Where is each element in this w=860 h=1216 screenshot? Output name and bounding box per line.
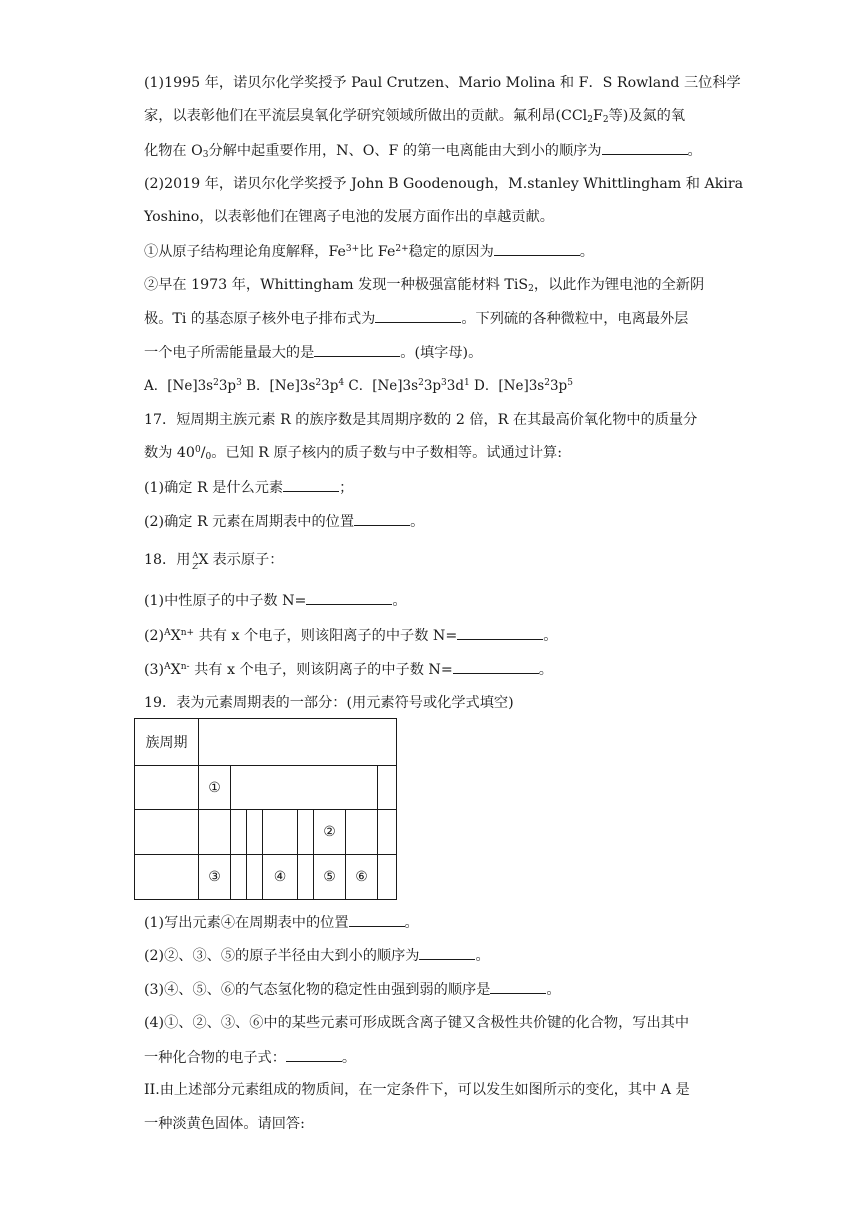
text-line: 化物在 $O_3$分解中起重要作用，N、O、F 的第一电离能由大到小的顺序为 。 [144, 140, 719, 161]
answer-blank[interactable] [283, 477, 339, 492]
text-line: 一种化合物的电子式： 。 [144, 1047, 719, 1068]
table-cell: ② [314, 810, 346, 855]
answer-blank[interactable] [453, 659, 539, 674]
table-cell: ① [199, 766, 231, 810]
text-line: (2)确定 R 元素在周期表中的位置 。 [144, 511, 719, 532]
table-cell [263, 810, 298, 855]
periodic-table-fragment [134, 718, 397, 900]
table-cell [346, 810, 378, 855]
table-cell [199, 719, 397, 766]
table-cell [231, 810, 247, 855]
table-cell [135, 855, 199, 900]
table-cell [378, 855, 397, 900]
table-cell [247, 810, 263, 855]
nuclide-symbol: A Z X [192, 551, 209, 571]
answer-blank[interactable] [490, 979, 546, 994]
answer-blank[interactable] [419, 945, 475, 960]
text-line: (1)1995 年，诺贝尔化学奖授予 Paul Crutzen、Mario Molina 和 F．S Rowland 三位科学 [144, 75, 741, 91]
text-line: 家，以表彰他们在平流层臭氧化学研究领域所做出的贡献。氟利昂($CCl_2F_2$等)及氮的氧 [144, 108, 686, 125]
table-cell: ⑥ [346, 855, 378, 900]
table-cell [298, 810, 314, 855]
table-cell [199, 810, 231, 855]
text-line: ①从原子结构理论角度解释，$Fe^{3+}$比 $Fe^{2+}$稳定的原因为 。 [144, 241, 719, 262]
option-b[interactable]: B．$[Ne]3s^23p^4$ [246, 378, 345, 394]
text-line: 数为 $40^0/_0$。已知 R 原子核内的质子数与中子数相等。试通过计算: [144, 445, 562, 462]
options-line [144, 376, 719, 396]
table-cell [298, 855, 314, 900]
text-line: (1)确定 R 是什么元素 ； [144, 477, 719, 498]
answer-blank[interactable] [314, 342, 400, 357]
table-cell: ③ [199, 855, 231, 900]
table-cell [378, 810, 397, 855]
answer-blank[interactable] [494, 241, 580, 256]
text-line: Yoshino，以表彰他们在锂离子电池的发展方面作出的卓越贡献。 [144, 209, 554, 225]
text-line: (2)2019 年，诺贝尔化学奖授予 John B Goodenough，M.stanley Whittlingham 和 Akira [144, 176, 744, 192]
answer-blank[interactable] [457, 625, 543, 640]
text-line: $(3)^AX^{n-}$ 共有 x 个电子，则该阴离子的中子数 N= 。 [144, 659, 719, 680]
table-header-cell: 族周期 [135, 719, 199, 766]
answer-blank[interactable] [375, 308, 461, 323]
text-line: 一个电子所需能量最大的是 。(填字母)。 [144, 342, 719, 363]
table-cell [231, 855, 247, 900]
answer-blank[interactable] [349, 912, 405, 927]
answer-blank[interactable] [602, 140, 688, 155]
text-line: $(2)^AX^{n+}$ 共有 x 个电子，则该阳离子的中子数 N= 。 [144, 625, 719, 646]
text-line: ②早在 1973 年，Whittingham 发现一种极强富能材料 TiS$_2$，以此作为锂电池的全新阴 [144, 277, 705, 294]
table-cell [135, 810, 199, 855]
option-c[interactable]: C．$[Ne]3s^23p^33d^1$ [348, 378, 470, 394]
text-line: (3)④、⑤、⑥的气态氢化物的稳定性由强到弱的顺序是 。 [144, 979, 719, 1000]
text-line: (4)①、②、③、⑥中的某些元素可形成既含离子键又含极性共价键的化合物，写出其中 [144, 1015, 690, 1031]
answer-blank[interactable] [286, 1047, 342, 1062]
table-cell [135, 766, 199, 810]
table-cell: ⑤ [314, 855, 346, 900]
text-line: (2)②、③、⑤的原子半径由大到小的顺序为 。 [144, 945, 719, 966]
answer-blank[interactable] [354, 511, 410, 526]
text-line: II.由上述部分元素组成的物质间，在一定条件下，可以发生如图所示的变化，其中 A 是 [144, 1082, 690, 1098]
text-line: (1)中性原子的中子数 N= 。 [144, 590, 719, 611]
table-cell [247, 855, 263, 900]
text-line: 极。Ti 的基态原子核外电子排布式为 。下列硫的各种微粒中，电离最外层 [144, 308, 719, 329]
text-line: 18．用 A Z X 表示原子： [144, 551, 284, 571]
answer-blank[interactable] [306, 590, 392, 605]
text-line: 19．表为元素周期表的一部分：(用元素符号或化学式填空) [144, 695, 514, 711]
text-line: 17．短周期主族元素 R 的族序数是其周期序数的 2 倍，R 在其最高价氧化物中的质量分 [144, 412, 698, 428]
table-cell [378, 766, 397, 810]
table-cell: ④ [263, 855, 298, 900]
option-a[interactable]: A．$[Ne]3s^23p^3$ [144, 378, 242, 394]
text-line: 一种淡黄色固体。请回答: [144, 1116, 305, 1132]
text-line: (1)写出元素④在周期表中的位置 。 [144, 912, 719, 933]
option-d[interactable]: D．$[Ne]3s^23p^5$ [474, 378, 573, 394]
table-cell [231, 766, 378, 810]
